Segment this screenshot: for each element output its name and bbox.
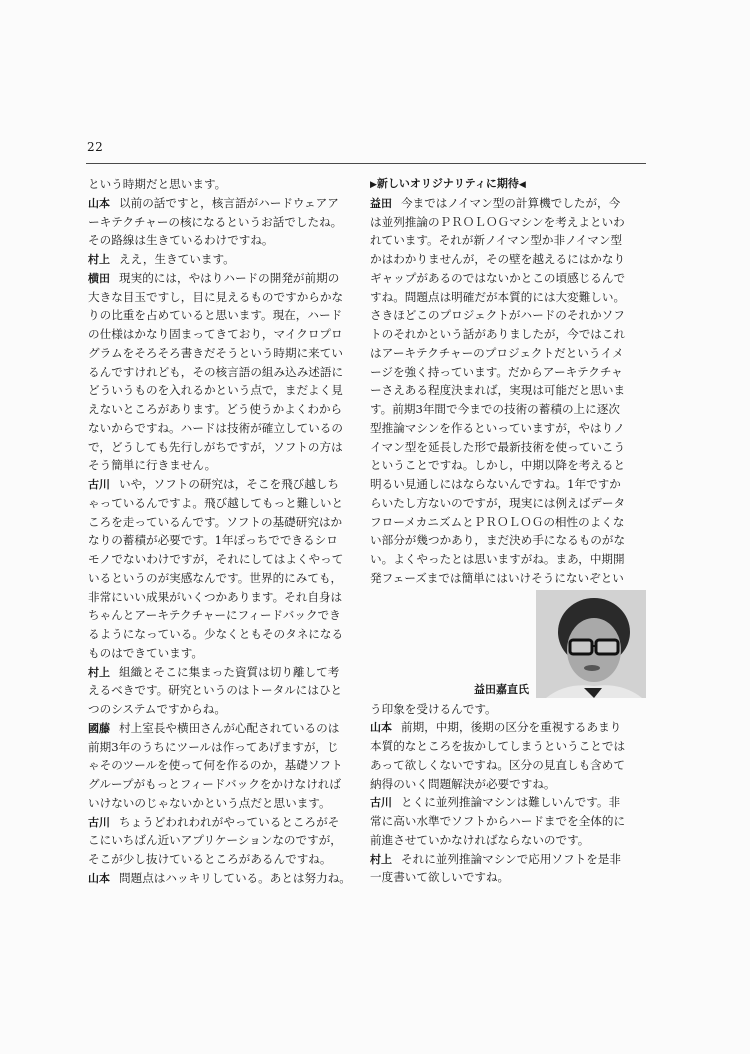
triangle-left-icon: ◀ — [518, 180, 526, 190]
dialogue-line — [88, 344, 358, 363]
line-text: さきほどこのプロジェクトがハードのそれかソフ — [370, 308, 625, 323]
dialogue-line — [88, 438, 358, 457]
line-text: 現実的には，やはりハードの開発が前期の — [119, 270, 340, 285]
dialogue-line — [370, 868, 642, 887]
dialogue-line — [88, 456, 358, 475]
dialogue-line — [370, 231, 642, 250]
line-text: 一度書いて欲しいですね。 — [370, 870, 510, 885]
portrait-illustration — [536, 590, 646, 698]
line-text: 今まではノイマン型の計算機でしたが，今 — [401, 195, 621, 210]
dialogue-line-speaker — [88, 663, 358, 682]
dialogue-line — [370, 812, 642, 831]
dialogue-line — [370, 831, 642, 850]
dialogue-line — [370, 363, 642, 382]
dialogue-line — [370, 269, 642, 288]
dialogue-line-speaker — [88, 475, 358, 494]
line-text: ゃっているんですよ。飛び越してもっと難しいと — [88, 495, 344, 510]
line-text: 以前の話ですと，核言語がハードウェアア — [119, 195, 339, 210]
line-text: 発フェーズまでは簡単にはいけそうにないぞとい — [370, 570, 624, 585]
dialogue-line — [88, 775, 358, 794]
line-text: ものはできています。 — [88, 645, 204, 660]
speaker-name: 古川 — [88, 478, 110, 491]
dialogue-line — [88, 400, 358, 419]
dialogue-line — [88, 588, 358, 607]
dialogue-line — [370, 494, 642, 513]
dialogue-line — [88, 513, 358, 532]
dialogue-line — [88, 756, 358, 775]
dialogue-line — [88, 325, 358, 344]
line-text: らいたし方ないのですが，現実には例えばデータ — [370, 495, 626, 510]
portrait-photo — [536, 590, 646, 698]
line-text: えるべきです。研究というのはトータルにはひと — [88, 683, 343, 698]
line-text: つのシステムですからね。 — [88, 702, 226, 716]
line-text: すね。問題点は明確だが本質的には大変難しい。 — [370, 289, 626, 304]
dialogue-line — [88, 381, 358, 400]
dialogue-line-speaker — [370, 194, 642, 213]
dialogue-line-speaker — [370, 793, 642, 812]
speaker-name: 古川 — [370, 796, 392, 810]
dialogue-line-speaker — [88, 194, 358, 213]
line-text: 常に高い水準でソフトからハードまでを全体的に — [370, 814, 626, 828]
dialogue-line — [370, 250, 642, 269]
line-text: そう簡単に行きません。 — [88, 458, 217, 473]
line-text: 前進させていかなければならないのです。 — [370, 832, 590, 847]
speaker-name: 村上 — [88, 665, 110, 679]
dialogue-line — [88, 531, 358, 550]
dialogue-line — [370, 344, 642, 363]
line-text: トのそれかという話がありましたが，今ではこれ — [370, 327, 626, 341]
dialogue-line — [88, 306, 358, 325]
line-text: 問題点はハッキリしている。あとは努力ね。 — [119, 870, 351, 885]
dialogue-line — [88, 681, 358, 700]
dialogue-line — [370, 419, 642, 438]
line-text: 納得のいく問題解決が必要ですね。 — [370, 776, 556, 791]
line-text: い。よくやったとは思いますがね。まあ，中期開 — [370, 552, 625, 566]
line-text: るんですけれども，その核言語の組み込み述語に — [88, 364, 344, 379]
line-text: 村上室長や横田さんが心配されているのは — [119, 720, 340, 735]
line-text: ええ，生きています。 — [119, 252, 235, 266]
dialogue-line — [370, 456, 642, 475]
dialogue-line — [88, 231, 358, 250]
dialogue-line — [88, 831, 358, 850]
dialogue-line — [370, 737, 642, 756]
dialogue-line — [370, 213, 642, 232]
speaker-name: 山本 — [370, 721, 392, 735]
line-text: それに並列推論マシンで応用ソフトを是非 — [401, 851, 621, 866]
dialogue-line — [370, 569, 642, 588]
dialogue-line — [88, 288, 358, 307]
line-text: りの比重を占めていると思います。現在，ハード — [88, 308, 343, 323]
dialogue-line — [88, 625, 358, 644]
dialogue-line-speaker — [88, 813, 358, 832]
dialogue-line — [370, 306, 642, 325]
line-text: 本質的なところを抜かしてしまうということでは — [370, 739, 626, 753]
dialogue-line — [370, 325, 642, 344]
line-text: 型推論マシンを作るといっていますが，やはりノ — [370, 420, 625, 435]
speaker-name: 山本 — [88, 196, 110, 210]
line-text: るようになっている。少なくともそのタネになる — [88, 627, 344, 641]
header-rule — [86, 163, 646, 164]
dialogue-line — [370, 400, 642, 419]
dialogue-line — [88, 738, 358, 757]
line-text: ーキテクチャーの核になるというお話でしたね。 — [88, 214, 343, 229]
dialogue-line — [88, 606, 358, 625]
line-text: す。前期3年間で今までの技術の蓄積の上に逐次 — [370, 402, 620, 416]
line-text: ということですね。しかし，中期以降を考えると — [370, 458, 626, 473]
line-text: で，どうしても先行しがちですが，ソフトの方は — [88, 439, 343, 454]
line-text: こにいちばん近いアプリケーションなのですが， — [88, 833, 342, 848]
dialogue-line — [88, 569, 358, 588]
dialogue-line — [370, 756, 642, 775]
dialogue-line — [370, 531, 642, 550]
line-text: は並列推論のＰＲＯＬＯＧマシンを考えよといわ — [370, 214, 625, 229]
photo-caption: 益田嘉直氏 — [474, 682, 529, 696]
line-text: いるというのが実感なんです。世界的にみても， — [88, 570, 343, 585]
line-text: ちょうどわれわれがやっているところがそ — [119, 814, 340, 829]
line-text: モノでないわけですが，それにしてはよくやって — [88, 552, 344, 566]
right-column — [370, 175, 642, 887]
line-text: かはわかりませんが，その壁を越えるにはかなり — [370, 252, 626, 266]
dialogue-line — [88, 494, 358, 513]
line-text: 組織とそこに集まった資質は切り離して考 — [119, 664, 340, 679]
right-text-before-photo — [370, 194, 642, 588]
right-text-after-photo — [370, 700, 642, 888]
line-text: そこが少し抜けているところがあるんですね。 — [88, 852, 332, 866]
dialogue-line — [88, 550, 358, 569]
speaker-name: 村上 — [88, 253, 110, 266]
line-text: イマン型を延長した形で最新技術を使っていこう — [370, 439, 626, 454]
page-number: 22 — [87, 140, 104, 154]
dialogue-line — [370, 475, 642, 494]
line-text: その路線は生きているわけですね。 — [88, 233, 274, 248]
line-text: ーさえある程度決まれば，実現は可能だと思いま — [370, 383, 626, 398]
dialogue-line — [370, 288, 642, 307]
line-text: 非常にいい成果がいくつかあります。それ自身は — [88, 589, 343, 604]
dialogue-line — [370, 550, 642, 569]
line-text: ゃそのツールを使って何を作るのか，基礎ソフト — [88, 758, 343, 773]
dialogue-line — [370, 438, 642, 457]
speaker-name: 國藤 — [88, 721, 110, 735]
line-text: ないからですね。ハードは技術が確立しているの — [88, 420, 343, 435]
line-text: い部分が幾つかあり，まだ決め手になるものがな — [370, 533, 626, 548]
line-text: いや，ソフトの研究は，そこを飛び越しち — [119, 477, 340, 491]
line-text: の仕様はかなり固まってきており，マイクロプロ — [88, 327, 343, 341]
dialogue-line — [88, 850, 358, 869]
dialogue-line — [88, 213, 358, 232]
line-text: 大きな目玉ですし，目に見えるものですからかな — [88, 289, 344, 304]
line-text: グラムをそろそろ書きだそうという時期に来てい — [88, 345, 343, 360]
dialogue-line-speaker — [88, 719, 358, 738]
line-text: という時期だと思います。 — [88, 177, 227, 191]
left-column — [88, 175, 358, 888]
dialogue-line — [370, 381, 642, 400]
triangle-right-icon: ▶ — [370, 180, 377, 190]
line-text: 前期3年のうちにツールは作ってあげますが，じ — [88, 739, 339, 754]
line-text: う印象を受けるんです。 — [370, 701, 497, 716]
photo-row — [370, 588, 642, 700]
line-text: とくに並列推論マシンは難しいんです。非 — [401, 795, 621, 810]
line-text: いけないのじゃないかという点だと思います。 — [88, 795, 331, 810]
speaker-name: 益田 — [370, 196, 392, 210]
dialogue-line — [88, 644, 358, 663]
dialogue-line — [88, 363, 358, 382]
speaker-name: 山本 — [88, 871, 110, 885]
speaker-name: 村上 — [370, 852, 392, 866]
dialogue-line-speaker — [88, 269, 358, 288]
dialogue-line — [88, 419, 358, 438]
dialogue-line — [88, 700, 358, 719]
line-text: はアーキテクチャーのプロジェクトだというイメ — [370, 345, 624, 360]
dialogue-line-speaker — [370, 850, 642, 869]
line-text: なりの蓄積が必要です。1年ぽっちでできるシロ — [88, 533, 338, 548]
line-text: れています。それが新ノイマン型か非ノイマン型 — [370, 233, 623, 248]
section-heading-text: 新しいオリジナリティに期待 — [376, 177, 519, 190]
dialogue-line — [370, 513, 642, 532]
line-text: ちゃんとアーキテクチャーにフィードバックでき — [88, 608, 341, 623]
line-text: ージを強く持っています。だからアーキテクチャ — [370, 364, 623, 379]
speaker-name: 横田 — [88, 271, 110, 285]
line-text: あって欲しくないですね。区分の見直しも含めて — [370, 757, 625, 772]
line-text: どういうものを入れるかという点で，まだよく見 — [88, 383, 343, 398]
dialogue-line — [88, 175, 358, 194]
dialogue-line-speaker — [370, 718, 642, 737]
line-text: ころを走っているんです。ソフトの基礎研究はか — [88, 514, 343, 529]
line-text: ギャップがあるのではないかとこの頃感じるんで — [370, 270, 626, 285]
line-text: えないところがあります。どう使うかよくわから — [88, 402, 343, 416]
dialogue-line — [370, 700, 642, 719]
line-text: 前期，中期，後期の区分を重視するあまり — [401, 720, 622, 735]
line-text: グループがもっとフィードバックをかけなければ — [88, 777, 341, 791]
line-text: フローメカニズムとＰＲＯＬＯＧの相性のよくな — [370, 514, 625, 529]
dialogue-line-speaker — [88, 250, 358, 269]
dialogue-line — [88, 794, 358, 813]
dialogue-line-speaker — [88, 869, 358, 888]
section-heading — [370, 175, 642, 194]
line-text: 明るい見通しにはならないんですね。1年ですか — [370, 477, 621, 491]
speaker-name: 古川 — [88, 815, 110, 829]
dialogue-line — [370, 775, 642, 794]
